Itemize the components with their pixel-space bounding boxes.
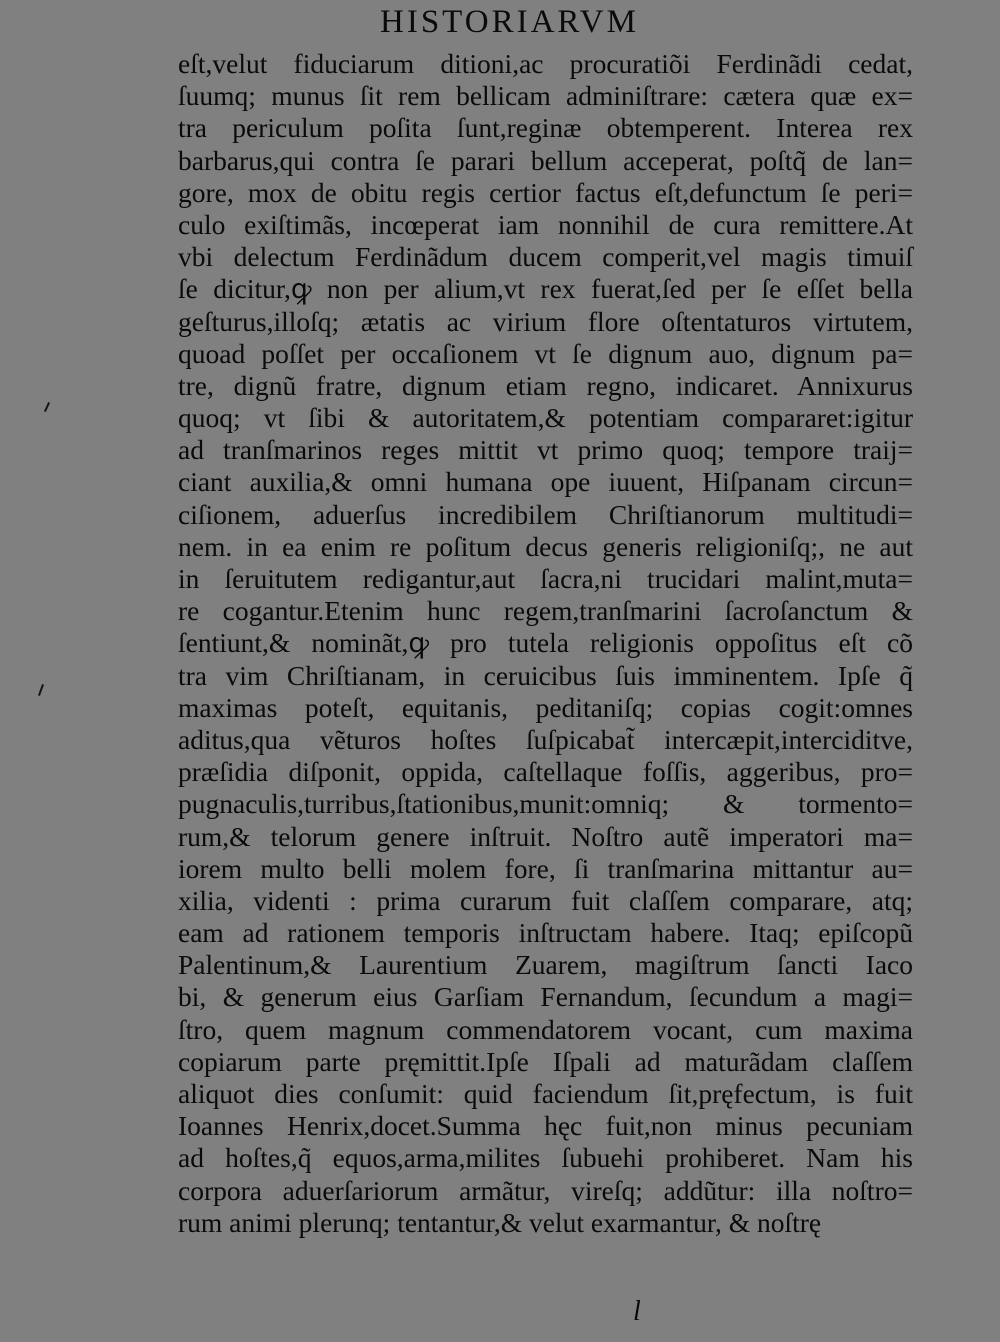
text-line: aliquot dies conſumit: quid faciendum ſit,pręfectum, is fuit xyxy=(178,1078,913,1109)
text-line: aditus,qua vẽturos hoſtes ſuſpicabat̃ intercæpit,interciditve, xyxy=(178,723,913,755)
text-line: vbi delectum Ferdinãdum ducem comperit,vel magis timuiſ xyxy=(178,241,913,273)
text-line: bi, & generum eius Garſiam Fernandum, ſecundum a magi= xyxy=(178,981,913,1013)
text-line: xilia, videnti : prima curarum fuit claſſem comparare, atq; xyxy=(178,884,913,916)
text-line: maximas poteſt, equitanis, peditaniſq; copias cogit:omnes xyxy=(178,691,913,723)
text-line: tra periculum poſita ſunt,reginæ obtemperent. Interea rex xyxy=(178,112,913,144)
text-line: ſe dicitur,ꝙ non per alium,vt rex fuerat,ſed per ſe eſſet bella xyxy=(178,273,913,305)
text-line: ſentiunt,& nominãt,ꝙ pro tutela religionis oppoſitus eſt cõ xyxy=(178,627,913,659)
text-line: ſuumq; munus ſit rem bellicam adminiſtrare: cætera quæ ex= xyxy=(178,80,913,112)
body-text xyxy=(178,48,913,1239)
text-line: quoq; vt ſibi & autoritatem,& potentiam compararet:igitur xyxy=(178,402,913,434)
text-line: Ioannes Henrix,docet.Summa hęc fuit,non minus pecuniam xyxy=(178,1110,913,1142)
text-line: in ſeruitutem redigantur,aut ſacra,ni trucidari malint,muta= xyxy=(178,563,913,594)
text-line: geſturus,illoſq; ætatis ac virium flore oſtentaturos virtutem, xyxy=(178,305,913,337)
text-line: eſt,velut fiduciarum ditioni,ac procuratiõi Ferdinãdi cedat, xyxy=(178,48,913,79)
text-line: nem. in ea enim re poſitum decus generis religioniſq;, ne aut xyxy=(178,530,913,562)
text-line: præſidia diſponit, oppida, caſtellaque foſſis, aggeribus, pro= xyxy=(178,756,913,788)
text-line: quoad poſſet per occaſionem vt ſe dignum auo, dignum pa= xyxy=(178,337,913,369)
ink-speck xyxy=(38,684,44,696)
text-line: ad hoſtes,q̃ equos,arma,milites ſubuehi prohiberet. Nam his xyxy=(178,1142,913,1174)
text-line: ad tranſmarinos reges mittit vt primo quoq; tempore traij= xyxy=(178,434,913,466)
text-line: iorem multo belli molem fore, ſi tranſmarina mittantur au= xyxy=(178,852,913,884)
text-line: ciant auxilia,& omni humana ope iuuent, Hiſpanam circun= xyxy=(178,466,913,498)
text-line: rum animi plerunq; tentantur,& velut exarmantur, & noſtrę xyxy=(178,1206,822,1238)
text-line: tra vim Chriſtianam, in ceruicibus ſuis imminentem. Ipſe q̃ xyxy=(178,659,913,691)
text-line: ciſionem, aduerſus incredibilem Chriſtianorum multitudi= xyxy=(178,498,913,530)
signature-mark: l xyxy=(633,1296,641,1327)
text-line: re cogantur.Etenim hunc regem,tranſmarini ſacroſanctum & xyxy=(178,595,913,627)
text-line: tre, dignũ fratre, dignum etiam regno, indicaret. Annixurus xyxy=(178,369,913,401)
text-line: culo exiſtimãs, incœperat iam nonnihil de cura remittere.At xyxy=(178,208,913,240)
text-line: pugnaculis,turribus,ſtationibus,munit:omniq; & tormento= xyxy=(178,788,913,820)
text-line: copiarum parte pręmittit.Ipſe Iſpali ad maturãdam claſſem xyxy=(178,1045,913,1077)
text-line: corpora aduerſariorum armãtur, vireſq; addũtur: illa noſtro= xyxy=(178,1174,913,1206)
text-line: barbarus,qui contra ſe parari bellum acceperat, poſtq̃ de lan= xyxy=(178,144,913,176)
running-head: HISTORIARVM xyxy=(380,4,639,40)
text-line: eam ad rationem temporis inſtructam habere. Itaq; epiſcopũ xyxy=(178,917,913,949)
text-line: ſtro, quem magnum commendatorem vocant, cum maxima xyxy=(178,1013,913,1045)
ink-speck xyxy=(44,402,50,412)
text-line: gore, mox de obitu regis certior factus eſt,defunctum ſe peri= xyxy=(178,176,913,208)
text-line: Palentinum,& Laurentium Zuarem, magiſtrum ſancti Iaco xyxy=(178,949,913,981)
text-line: rum,& telorum genere inſtruit. Noſtro autẽ imperatori ma= xyxy=(178,820,913,852)
